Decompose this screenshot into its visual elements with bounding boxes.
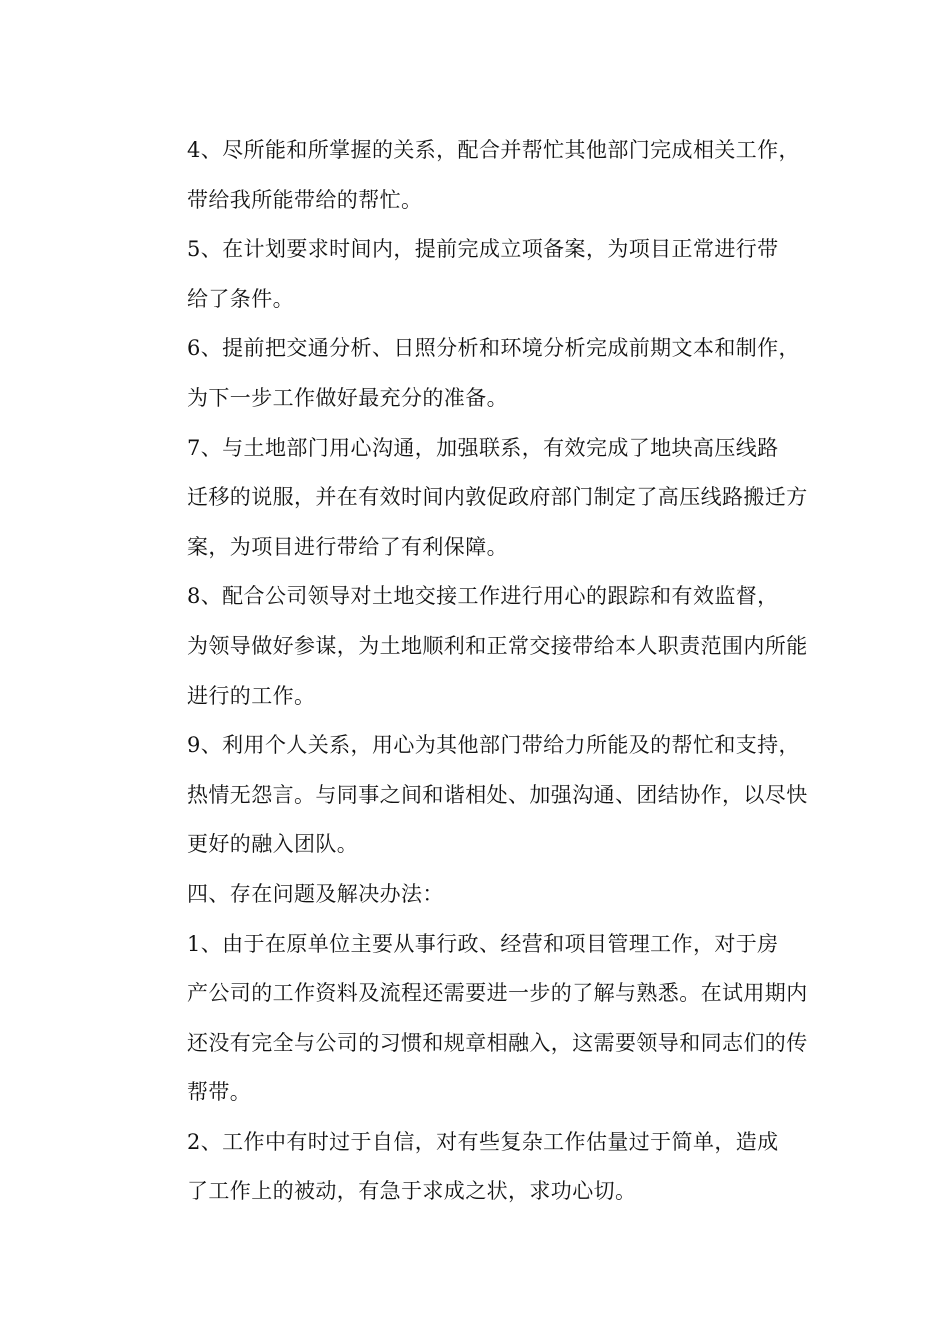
- document-body: [144, 126, 814, 1217]
- paragraph-item-4: [144, 126, 814, 225]
- text-line: 8、配合公司领导对土地交接工作进行用心的跟踪和有效监督，: [187, 584, 779, 609]
- text-line: 迁移的说服，并在有效时间内敦促政府部门制定了高压线路搬迁方: [187, 485, 808, 510]
- text-line: 案，为项目进行带给了有利保障。: [187, 534, 508, 559]
- text-line: 进行的工作。: [187, 683, 316, 708]
- text-line: 帮带。: [187, 1080, 252, 1105]
- paragraph-item-9: [144, 721, 814, 870]
- section-heading: [144, 870, 814, 920]
- text-line: 还没有完全与公司的习惯和规章相融入，这需要领导和同志们的传: [187, 1030, 808, 1055]
- text-line: 为下一步工作做好最充分的准备。: [187, 385, 508, 410]
- paragraph-item-8: [144, 572, 814, 721]
- text-line: 6、提前把交通分析、日照分析和环境分析完成前期文本和制作，: [187, 336, 800, 361]
- text-line: 1、由于在原单位主要从事行政、经营和项目管理工作，对于房: [187, 931, 779, 956]
- paragraph-issue-2: [144, 1118, 814, 1217]
- text-line: 了工作上的被动，有急于求成之状，求功心切。: [187, 1179, 637, 1204]
- text-line: 带给我所能带给的帮忙。: [187, 187, 423, 212]
- text-line: 产公司的工作资料及流程还需要进一步的了解与熟悉。在试用期内: [187, 981, 808, 1006]
- text-line: 5、在计划要求时间内，提前完成立项备案，为项目正常进行带: [187, 237, 779, 262]
- paragraph-item-5: [144, 225, 814, 324]
- text-line: 热情无怨言。与同事之间和谐相处、加强沟通、团结协作，以尽快: [187, 782, 808, 807]
- paragraph-issue-1: [144, 920, 814, 1118]
- text-line: 4、尽所能和所掌握的关系，配合并帮忙其他部门完成相关工作，: [187, 138, 800, 162]
- text-line: 四、存在问题及解决办法：: [187, 881, 444, 906]
- text-line: 给了条件。: [187, 286, 294, 311]
- text-line: 为领导做好参谋，为土地顺利和正常交接带给本人职责范围内所能: [187, 633, 808, 658]
- text-line: 7、与土地部门用心沟通，加强联系，有效完成了地块高压线路: [187, 435, 779, 460]
- text-line: 2、工作中有时过于自信，对有些复杂工作估量过于简单，造成: [187, 1129, 779, 1154]
- text-line: 9、利用个人关系，用心为其他部门带给力所能及的帮忙和支持，: [187, 733, 800, 758]
- paragraph-item-7: [144, 424, 814, 573]
- paragraph-item-6: [144, 324, 814, 423]
- text-line: 更好的融入团队。: [187, 832, 359, 857]
